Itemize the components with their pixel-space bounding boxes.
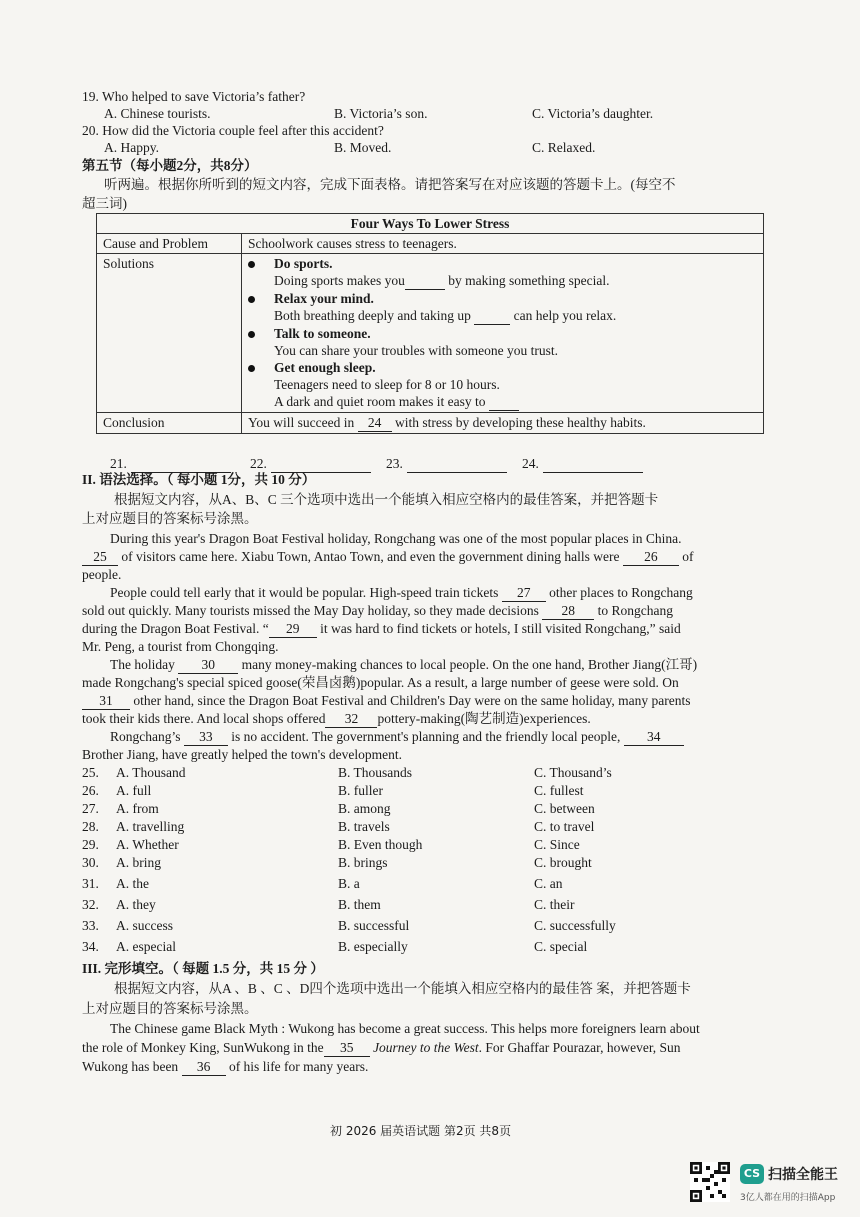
q19-option-a: A. Chinese tourists. bbox=[104, 106, 211, 121]
opt-31-b[interactable]: B. a bbox=[338, 876, 360, 891]
para1-line3: people. bbox=[82, 567, 122, 582]
opt-30-c[interactable]: C. brought bbox=[534, 855, 592, 870]
para2-line1 bbox=[110, 584, 693, 602]
bullet-icon bbox=[248, 325, 274, 342]
blank-25[interactable]: 25 bbox=[82, 548, 118, 566]
para4-line2: Brother Jiang, have greatly helped the town's development. bbox=[82, 747, 402, 762]
para1-line2-text: of visitors came here. Xiabu Town, Antao Town, and even the government dining halls were bbox=[121, 549, 620, 564]
book-title: Journey to the West bbox=[373, 1040, 479, 1055]
cloze-line2-text: the role of Monkey King, SunWukong in the bbox=[82, 1040, 324, 1055]
q19-stem: 19. Who helped to save Victoria’s father? bbox=[82, 89, 306, 104]
section3-instruction-2: 上对应题目的答案标号涂黑。 bbox=[82, 1001, 258, 1016]
para2-line2-text: sold out quickly. Many tourists missed the May Day holiday, so they made decisions bbox=[82, 603, 539, 618]
blank-36[interactable]: 36 bbox=[182, 1058, 226, 1076]
solutions-cell bbox=[242, 254, 764, 413]
q20-option-a: A. Happy. bbox=[104, 140, 159, 155]
opt-29-a[interactable]: A. Whether bbox=[116, 837, 179, 852]
blank-30[interactable]: 30 bbox=[178, 656, 238, 674]
q19-option-c: C. Victoria’s daughter. bbox=[532, 106, 654, 121]
para3-line4 bbox=[82, 710, 591, 728]
q20-option-b: B. Moved. bbox=[334, 140, 392, 155]
solution3-head: Talk to someone. bbox=[274, 326, 371, 341]
blank-21[interactable] bbox=[405, 272, 445, 290]
opt-34-a[interactable]: A. especial bbox=[116, 939, 176, 954]
blank-34[interactable]: 34 bbox=[624, 728, 684, 746]
para4-line1-mid: is no accident. The government's planning and the friendly local people, bbox=[231, 729, 621, 744]
para2-line2 bbox=[82, 602, 673, 620]
opt-29-num: 29. bbox=[82, 837, 99, 852]
para3-line3 bbox=[82, 692, 691, 710]
para1-line1: During this year's Dragon Boat Festival holiday, Rongchang was one of the most popular places in China. bbox=[110, 531, 682, 546]
para4-line1 bbox=[110, 728, 684, 746]
opt-32-c[interactable]: C. their bbox=[534, 897, 575, 912]
scanner-app-name: 扫描全能王 bbox=[768, 1167, 838, 1183]
blank-27[interactable]: 27 bbox=[502, 584, 546, 602]
bullet-icon bbox=[248, 359, 274, 376]
section3-instruction-1: 根据短文内容，从A 、B 、C 、D四个选项中选出一个能填入相应空格内的最佳答 案，并把答题卡 bbox=[114, 981, 691, 996]
opt-33-a[interactable]: A. success bbox=[116, 918, 173, 933]
opt-26-c[interactable]: C. fullest bbox=[534, 783, 584, 798]
opt-29-b[interactable]: B. Even though bbox=[338, 837, 423, 852]
para4-line1-text: Rongchang’s bbox=[110, 729, 181, 744]
blank-23[interactable] bbox=[489, 393, 519, 411]
scanner-tagline: 3亿人都在用的扫描App bbox=[740, 1193, 836, 1203]
solution4-text-1: Teenagers need to sleep for 8 or 10 hours. bbox=[274, 377, 500, 392]
section2-instruction-1: 根据短文内容，从A、B、C 三个选项中选出一个能填入相应空格内的最佳答案，并把答题卡 bbox=[114, 492, 659, 507]
solution4-text-2: A dark and quiet room makes it easy to bbox=[274, 394, 486, 409]
opt-26-b[interactable]: B. fuller bbox=[338, 783, 383, 798]
solution3-text: You can share your troubles with someone you trust. bbox=[274, 343, 558, 358]
cloze-line3-after: of his life for many years. bbox=[228, 1059, 369, 1074]
para3-line3-text: other hand, since the Dragon Boat Festival and Children's Day were on the same holiday, many parents bbox=[133, 693, 691, 708]
opt-34-b[interactable]: B. especially bbox=[338, 939, 408, 954]
bullet-icon bbox=[248, 255, 274, 272]
blank-31[interactable]: 31 bbox=[82, 692, 130, 710]
opt-33-b[interactable]: B. successful bbox=[338, 918, 410, 933]
answer-22-label: 22. bbox=[250, 456, 267, 471]
opt-33-num: 33. bbox=[82, 918, 99, 933]
para3-line1-text: The holiday bbox=[110, 657, 175, 672]
opt-31-a[interactable]: A. the bbox=[116, 876, 149, 891]
opt-30-num: 30. bbox=[82, 855, 99, 870]
cloze-line2-after: . For Ghaffar Pourazar, however, Sun bbox=[478, 1040, 681, 1055]
opt-29-c[interactable]: C. Since bbox=[534, 837, 580, 852]
solution2-text-after: can help you relax. bbox=[513, 308, 617, 323]
opt-28-a[interactable]: A. travelling bbox=[116, 819, 185, 834]
opt-28-num: 28. bbox=[82, 819, 99, 834]
section5-instruction-1: 听两遍。根据你所听到的短文内容，完成下面表格。请把答案写在对应该题的答题卡上。(每空不 bbox=[104, 177, 676, 192]
answer-23 bbox=[386, 455, 507, 473]
conclusion-after: with stress by developing these healthy habits. bbox=[395, 415, 646, 430]
para1-line2-end: of bbox=[682, 549, 694, 564]
opt-34-c[interactable]: C. special bbox=[534, 939, 588, 954]
q20-option-c: C. Relaxed. bbox=[532, 140, 596, 155]
cloze-line1: The Chinese game Black Myth : Wukong has become a great success. This helps more foreigners learn about bbox=[110, 1021, 700, 1036]
opt-31-c[interactable]: C. an bbox=[534, 876, 563, 891]
section3-title: III. 完形填空。（ 每题 1.5 分，共 15 分 ） bbox=[82, 961, 324, 976]
conclusion-label: Conclusion bbox=[97, 413, 242, 434]
answer-23-label: 23. bbox=[386, 456, 403, 471]
cloze-line3-text: Wukong has been bbox=[82, 1059, 179, 1074]
section5-instruction-2: 超三词) bbox=[82, 196, 127, 211]
opt-28-c[interactable]: C. to travel bbox=[534, 819, 595, 834]
blank-28[interactable]: 28 bbox=[542, 602, 594, 620]
stress-table-title: Four Ways To Lower Stress bbox=[97, 214, 764, 234]
opt-25-num: 25. bbox=[82, 765, 99, 780]
opt-25-b[interactable]: B. Thousands bbox=[338, 765, 413, 780]
scanner-logo-icon: CS bbox=[740, 1164, 764, 1184]
para3-line1-after: many money-making chances to local people. On the one hand, Brother Jiang(江哥) bbox=[241, 657, 698, 672]
cause-label: Cause and Problem bbox=[97, 234, 242, 254]
para2-line3 bbox=[82, 620, 681, 638]
conclusion-before: You will succeed in bbox=[248, 415, 355, 430]
opt-32-num: 32. bbox=[82, 897, 99, 912]
opt-30-b[interactable]: B. brings bbox=[338, 855, 388, 870]
cloze-line3 bbox=[82, 1058, 368, 1076]
solution4-head: Get enough sleep. bbox=[274, 360, 376, 375]
opt-33-c[interactable]: C. successfully bbox=[534, 918, 616, 933]
para2-line3-after: it was hard to find tickets or hotels, I still visited Rongchang,” said bbox=[320, 621, 681, 636]
para3-line4-after: pottery-making(陶艺制造)experiences. bbox=[377, 711, 591, 726]
blank-33[interactable]: 33 bbox=[184, 728, 228, 746]
solutions-label: Solutions bbox=[97, 254, 242, 413]
conclusion-cell bbox=[242, 413, 764, 434]
blank-29[interactable]: 29 bbox=[269, 620, 317, 638]
opt-26-num: 26. bbox=[82, 783, 99, 798]
blank-35[interactable]: 35 bbox=[324, 1039, 370, 1057]
opt-28-b[interactable]: B. travels bbox=[338, 819, 390, 834]
qr-code-icon bbox=[690, 1162, 730, 1202]
solution1-head: Do sports. bbox=[274, 256, 333, 271]
blank-22[interactable] bbox=[474, 307, 510, 325]
solution1-text-after: by making something special. bbox=[448, 273, 610, 288]
para3-line2: made Rongchang's special spiced goose(荣昌卤鹅)popular. As a result, a large number of geese were sold. On bbox=[82, 675, 679, 690]
solution2-head: Relax your mind. bbox=[274, 291, 374, 306]
opt-25-c[interactable]: C. Thousand’s bbox=[534, 765, 612, 780]
blank-32[interactable]: 32 bbox=[325, 710, 377, 728]
opt-27-c[interactable]: C. between bbox=[534, 801, 595, 816]
opt-32-b[interactable]: B. them bbox=[338, 897, 381, 912]
cause-text: Schoolwork causes stress to teenagers. bbox=[242, 234, 764, 254]
para2-line2-after: to Rongchang bbox=[597, 603, 673, 618]
opt-31-num: 31. bbox=[82, 876, 99, 891]
bullet-icon bbox=[248, 290, 274, 307]
answer-23-line[interactable] bbox=[407, 455, 507, 473]
opt-27-a[interactable]: A. from bbox=[116, 801, 159, 816]
opt-32-a[interactable]: A. they bbox=[116, 897, 156, 912]
para2-line3-text: during the Dragon Boat Festival. “ bbox=[82, 621, 269, 636]
blank-26[interactable]: 26 bbox=[623, 548, 679, 566]
para3-line4-text: took their kids there. And local shops offered bbox=[82, 711, 326, 726]
opt-27-num: 27. bbox=[82, 801, 99, 816]
answer-24-line[interactable] bbox=[543, 455, 643, 473]
opt-30-a[interactable]: A. bring bbox=[116, 855, 161, 870]
para1-line2 bbox=[82, 548, 694, 566]
section2-instruction-2: 上对应题目的答案标号涂黑。 bbox=[82, 511, 258, 526]
page-footer: 初 2026 届英语试题 第2页 共8页 bbox=[330, 1124, 512, 1138]
q20-stem: 20. How did the Victoria couple feel after this accident? bbox=[82, 123, 384, 138]
stress-table bbox=[96, 213, 764, 434]
para2-line1-after: other places to Rongchang bbox=[549, 585, 693, 600]
solution2-text-before: Both breathing deeply and taking up bbox=[274, 308, 471, 323]
answer-21-label: 21. bbox=[110, 456, 127, 471]
blank-24[interactable]: 24 bbox=[358, 414, 392, 432]
para3-line1 bbox=[110, 656, 697, 674]
section2-title: II. 语法选择。（ 每小题 1分，共 10 分） bbox=[82, 472, 316, 487]
solution1-text-before: Doing sports makes you bbox=[274, 273, 405, 288]
answer-24 bbox=[522, 455, 643, 473]
cloze-line2 bbox=[82, 1039, 681, 1057]
opt-25-a[interactable]: A. Thousand bbox=[116, 765, 186, 780]
opt-26-a[interactable]: A. full bbox=[116, 783, 152, 798]
para2-line4: Mr. Peng, a tourist from Chongqing. bbox=[82, 639, 279, 654]
answer-24-label: 24. bbox=[522, 456, 539, 471]
section5-title: 第五节（每小题2分，共8分） bbox=[82, 158, 258, 173]
q19-option-b: B. Victoria’s son. bbox=[334, 106, 428, 121]
opt-27-b[interactable]: B. among bbox=[338, 801, 391, 816]
opt-34-num: 34. bbox=[82, 939, 99, 954]
para2-line1-text: People could tell early that it would be popular. High-speed train tickets bbox=[110, 585, 499, 600]
